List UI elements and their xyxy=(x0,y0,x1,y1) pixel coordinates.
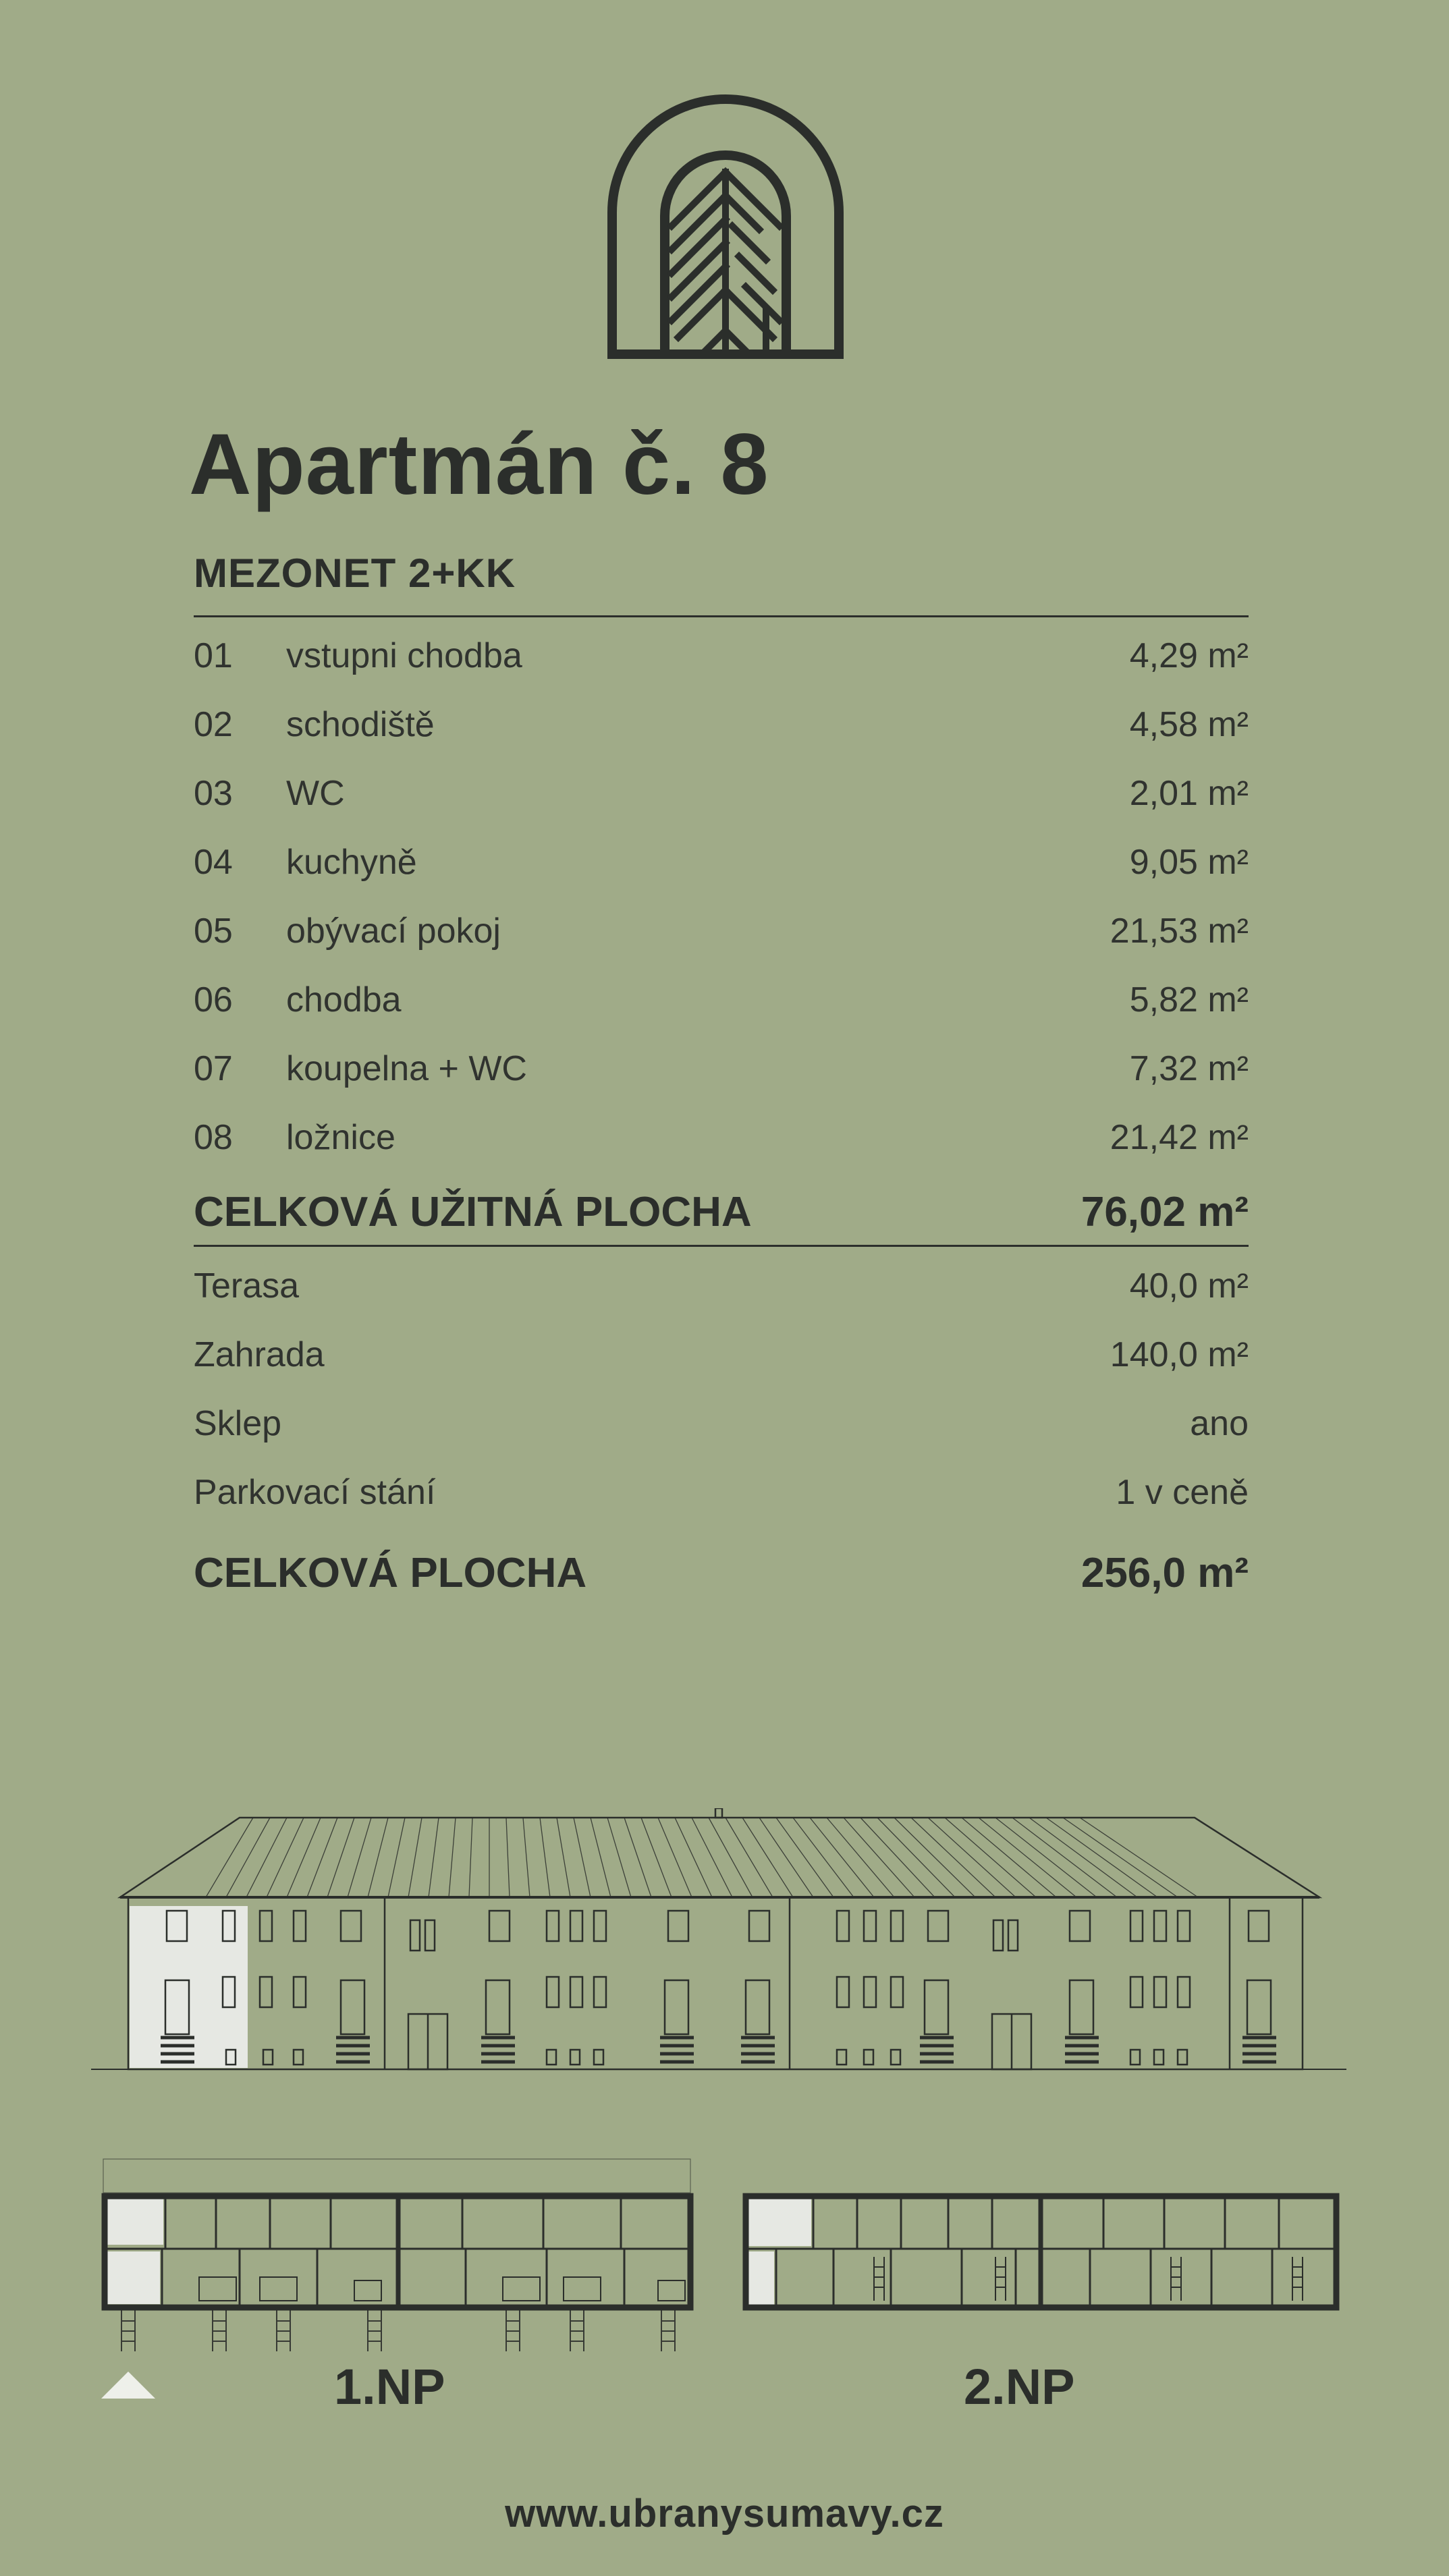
extra-value: 40,0 m² xyxy=(1129,1266,1249,1306)
room-area: 21,53 m² xyxy=(1110,912,1249,951)
room-area: 7,32 m² xyxy=(1129,1049,1249,1088)
extra-value: 1 v ceně xyxy=(1116,1473,1249,1512)
room-name: kuchyně xyxy=(286,843,417,882)
extra-row xyxy=(194,1262,1249,1310)
room-number: 06 xyxy=(194,980,233,1019)
room-number: 05 xyxy=(194,912,233,951)
room-number: 08 xyxy=(194,1118,233,1157)
room-area: 2,01 m² xyxy=(1129,774,1249,813)
room-row xyxy=(194,1113,1249,1162)
extra-value: ano xyxy=(1190,1404,1249,1443)
room-name: obývací pokoj xyxy=(286,912,501,951)
room-name: ložnice xyxy=(286,1118,395,1157)
grand-total xyxy=(194,1548,1249,1597)
room-area: 5,82 m² xyxy=(1129,980,1249,1019)
floor-label-2np: 2.NP xyxy=(964,2359,1075,2415)
room-number: 01 xyxy=(194,636,233,675)
header-divider xyxy=(194,615,1249,617)
extra-name: Terasa xyxy=(194,1266,300,1306)
room-row xyxy=(194,976,1249,1024)
room-row xyxy=(194,907,1249,955)
extra-name: Parkovací stání xyxy=(194,1473,436,1512)
building-elevation xyxy=(88,1808,1357,2078)
grand-total-label: CELKOVÁ PLOCHA xyxy=(194,1549,587,1596)
room-name: koupelna + WC xyxy=(286,1049,527,1088)
room-name: WC xyxy=(286,774,345,813)
room-area: 4,58 m² xyxy=(1129,705,1249,744)
room-number: 04 xyxy=(194,843,233,882)
room-area: 21,42 m² xyxy=(1110,1118,1249,1157)
total-divider xyxy=(194,1245,1249,1247)
room-area: 9,05 m² xyxy=(1129,843,1249,882)
extra-row xyxy=(194,1399,1249,1448)
room-name: schodiště xyxy=(286,705,435,744)
room-number: 02 xyxy=(194,705,233,744)
room-row xyxy=(194,1044,1249,1093)
usable-area-value: 76,02 m² xyxy=(1081,1188,1249,1235)
extra-value: 140,0 m² xyxy=(1110,1335,1249,1374)
room-name: vstupni chodba xyxy=(286,636,522,675)
page-title: Apartmán č. 8 xyxy=(189,416,769,513)
room-row xyxy=(194,632,1249,680)
floor-label-1np: 1.NP xyxy=(334,2359,445,2415)
grand-total-value: 256,0 m² xyxy=(1081,1549,1249,1596)
usable-area-label: CELKOVÁ UŽITNÁ PLOCHA xyxy=(194,1188,752,1235)
extra-name: Sklep xyxy=(194,1404,282,1443)
extra-name: Zahrada xyxy=(194,1335,325,1374)
room-name: chodba xyxy=(286,980,402,1019)
usable-area-total xyxy=(194,1187,1249,1236)
room-number: 03 xyxy=(194,774,233,813)
apartment-type: MEZONET 2+KK xyxy=(194,551,516,596)
website-link[interactable]: www.ubranysumavy.cz xyxy=(505,2492,944,2536)
extra-row xyxy=(194,1331,1249,1379)
room-number: 07 xyxy=(194,1049,233,1088)
extra-row xyxy=(194,1468,1249,1517)
room-row xyxy=(194,769,1249,818)
room-area: 4,29 m² xyxy=(1129,636,1249,675)
north-arrow-icon xyxy=(98,2368,159,2402)
room-row xyxy=(194,838,1249,887)
room-row xyxy=(194,700,1249,749)
floor-plan-2np xyxy=(739,2189,1343,2318)
brand-logo xyxy=(607,94,844,361)
